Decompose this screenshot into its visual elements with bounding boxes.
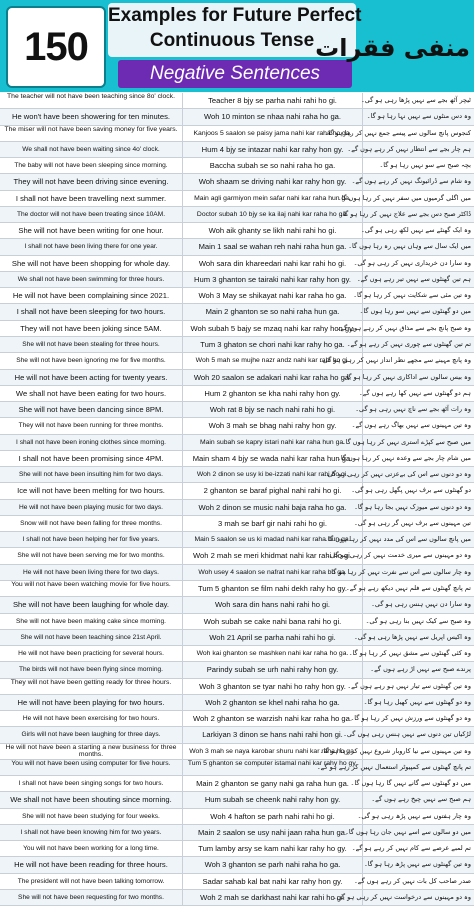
english-sentence: The president will not have been talking tomorrow. [0,874,183,889]
table-row [0,874,474,890]
urdu-sentence: ڈاکٹر صبح دس بجے سے علاج نہیں کر رہا ہو گا۔ [339,209,471,218]
table-row [0,467,474,483]
english-sentence: He will not have been playing music for two days. [0,500,183,515]
urdu-sentence: وہ دو گھنٹوں سے ورزش نہیں کر رہا ہو گا۔ [350,714,471,723]
urdu-sentence: تم پانچ گھنٹوں سے کمپیوٹر استعمال نہیں کر رہے ہو گے۔ [316,762,471,771]
urdu-sentence: صدر صاحب کل بات نہیں کر رہے ہوں گے۔ [353,876,471,885]
roman-urdu-sentence: Hum 2 ghanton se kha nahi rahy hon gy. [183,386,363,401]
count-badge-number: 150 [24,24,88,69]
table-row [0,142,474,158]
english-sentence: The miser will not have been saving money for five years. [0,126,183,141]
english-sentence: He won't have been showering for ten minutes. [0,109,183,124]
roman-urdu-sentence: Woh 5 mah se mujhe nazr andz nahi kar rahi ho gi. [183,353,363,368]
table-row [0,662,474,678]
urdu-sentence: دو گھنٹوں سے برف نہیں پگھل رہی ہو گی۔ [351,486,471,495]
english-sentence: We shall not have been shouting since morning. [0,792,183,807]
roman-urdu-sentence: Woh sara din hans nahi rahi ho gi. [183,597,363,612]
urdu-sentence: بچہ صبح سے سو نہیں رہا ہو گا۔ [379,161,471,170]
roman-urdu-sentence: Woh 21 April se parha nahi rahi ho gi. [183,630,363,645]
urdu-sentence: وہ تین گھنٹوں سے نہیں پڑھ رہا ہو گا۔ [363,860,471,869]
roman-urdu-sentence: Tum 3 ghaton se chori nahi kar rahy ho ga. [183,337,363,352]
english-sentence: We shall not have been swimming for three hours. [0,272,183,287]
english-sentence: She will not have been ignoring me for five months. [0,353,183,368]
table-row [0,239,474,255]
roman-urdu-sentence: Woh 3 May se shikayat nahi kar raha ho ga. [183,288,363,303]
table-row [0,646,474,662]
table-row [0,890,474,906]
urdu-sentence: تم لمبے عرصے سے کام نہیں کر رہے ہو گے۔ [351,844,471,853]
table-row [0,402,474,418]
title-line-2: Continuous Tense [149,30,315,51]
table-row [0,93,474,109]
urdu-sentence: وہ صبح پانچ بجے سے مذاق نہیں کر رہے ہوں گے۔ [336,323,471,332]
roman-urdu-sentence: Woh 20 saalon se adakari nahi kar raha ho ga. [183,370,363,385]
urdu-sentence: وہ تین مئی سے شکایت نہیں کر رہا ہو گا۔ [353,291,471,300]
roman-urdu-sentence: Woh 2 ghanton se khel nahi raha ho ga. [183,695,363,710]
urdu-sentence: وہ دو دنوں سے میوزک نہیں بجا رہا ہو گا۔ [354,502,471,511]
roman-urdu-sentence: Woh 2 mah se darkhast nahi kar rahi ho gi. [183,890,363,905]
roman-urdu-sentence: Hum 3 ghanton se tairaki nahi kar rahy hon gy. [183,272,363,287]
table-row [0,565,474,581]
urdu-sentence: وہ دو گھنٹوں سے نہیں کھیل رہا ہو گا۔ [363,697,471,706]
table-row [0,841,474,857]
roman-urdu-sentence: Woh 10 minton se nhaa nahi raha ho ga. [183,109,363,124]
english-sentence: She will not have been studying for four weeks. [0,809,183,824]
roman-urdu-sentence: 2 ghanton se baraf pighal nahi rahi ho gi. [183,483,363,498]
table-row [0,223,474,239]
english-sentence: He will not have been a starting a new business for three months. [0,744,183,759]
table-row [0,792,474,808]
urdu-sentence: وہ سارا دن نہیں ہنس رہی ہو گی۔ [371,600,471,609]
english-sentence: The doctor will not have been treating since 10AM. [0,207,183,222]
roman-urdu-sentence: Woh subah se cake nahi bana rahi ho gi. [183,614,363,629]
english-sentence: He will not have been practicing for several hours. [0,646,183,661]
roman-urdu-sentence: Woh 2 mah se meri khidmat nahi kar rahi ho gi. [183,548,363,563]
urdu-sentence: میں شام چار بجے سے وعدہ نہیں کر رہا ہوں گا۔ [337,453,471,462]
urdu-sentence: وہ چار ہفتوں سے نہیں پڑھ رہی ہو گی۔ [357,811,471,820]
roman-urdu-sentence: Woh 2 dinon se usy ki be-izzati nahi kar rahi ho gi. [183,467,363,482]
roman-urdu-sentence: Woh usey 4 saalon se nafrat nahi kar raha ho ga. [183,565,363,580]
english-sentence: You will not have been watching movie for five hours. [0,581,183,596]
table-row [0,548,474,564]
table-row [0,337,474,353]
english-sentence: He will not have been playing for two hours. [0,695,183,710]
english-sentence: You will not have been working for a long time. [0,841,183,856]
table-row [0,191,474,207]
roman-urdu-sentence: Tum 5 ghanton se computer istamal nahi kar rahy ho gy. [183,760,363,775]
english-sentence: I shall not have been ironing clothes since morning. [0,435,183,450]
english-sentence: She will not have been stealing for three hours. [0,337,183,352]
urdu-sentence: ہم دو گھنٹوں سے نہیں کھا رہے ہوں گے۔ [358,388,471,397]
table-row [0,630,474,646]
english-sentence: She will not have been teaching since 21st April. [0,630,183,645]
table-row [0,744,474,760]
english-sentence: She will not have been requesting for two months. [0,890,183,905]
urdu-sentence: پرندے صبح سے نہیں اڑ رہے ہوں گے۔ [370,665,471,674]
english-sentence: She will not have been making cake since morning. [0,614,183,629]
table-row [0,532,474,548]
urdu-sentence: وہ تین گھنٹوں سے تیار نہیں ہو رہے ہوں گے۔ [347,681,471,690]
roman-urdu-sentence: Woh 2 ghanton se warzish nahi kar raha ho ga. [183,711,363,726]
roman-urdu-sentence: Woh subah 5 bajy se mzaq nahi kar rahy hon gy. [183,321,363,336]
roman-urdu-sentence: Main 2 saalon se usy nahi jaan raha hun ga. [183,825,363,840]
table-row [0,386,474,402]
table-row [0,418,474,434]
english-sentence: He will not have been reading for three hours. [0,857,183,872]
english-sentence: Snow will not have been falling for three months. [0,516,183,531]
table-row [0,109,474,125]
roman-urdu-sentence: Hum subah se cheenk nahi rahy hon gy. [183,792,363,807]
urdu-sentence: میں اگلی گرمیوں میں سفر نہیں کر رہا ہوں گا۔ [337,193,471,202]
urdu-sentence: وہ دس منٹوں سے نہیں نہا رہا ہو گا۔ [366,112,471,121]
roman-urdu-sentence: Main subah se kapry istari nahi kar raha hun ga. [183,435,363,450]
roman-urdu-sentence: Woh 3 ghanton se parh nahi raha ho ga. [183,857,363,872]
table-row [0,581,474,597]
urdu-sentence: وہ کئی گھنٹوں سے مشق نہیں کر رہا ہو گا۔ [348,649,471,658]
table-row [0,516,474,532]
urdu-sentence: میں ایک سال سے وہاں نہیں رہ رہا ہوں گا۔ [348,242,471,251]
urdu-sentence: وہ چار سالوں سے اس سے نفرت نہیں کر رہا ہو گا۔ [327,567,471,576]
english-sentence: They will not have been getting ready for three hours. [0,679,183,694]
urdu-sentence: تین مہینوں سے برف نہیں گر رہی ہو گی۔ [353,518,471,527]
english-sentence: She will not have been shopping for whole day. [0,256,183,271]
roman-urdu-sentence: Woh kai ghanton se mashken nahi kar raha ho ga. [183,646,363,661]
roman-urdu-sentence: Doctor subah 10 bjy se ka ilaj nahi kar raha ho ga. [183,207,363,222]
english-sentence: I shall not have been helping her for five years. [0,532,183,547]
english-sentence: They will not have been joking since 5AM. [0,321,183,336]
table-row [0,679,474,695]
english-sentence: I shall not have been sleeping for two hours. [0,304,183,319]
roman-urdu-sentence: Woh 3 ghanton se tyar nahi ho rahy hon gy. [183,679,363,694]
roman-urdu-sentence: Sadar sahab kal bat nahi kar rahy hon gy. [183,874,363,889]
roman-urdu-sentence: Main agli garmiyon mein safar nahi kar raha hun ga. [183,191,363,206]
subtitle-banner: Negative Sentences [118,60,352,88]
table-row [0,207,474,223]
english-sentence: I shall not have been singing songs for two hours. [0,776,183,791]
urdu-sentence: وہ سارا دن خریداری نہیں کر رہی ہو گی۔ [353,258,471,267]
english-sentence: The baby will not have been sleeping since morning. [0,158,183,173]
english-sentence: She will not have been insulting him for two days. [0,467,183,482]
english-sentence: They will not have been running for three months. [0,418,183,433]
urdu-sentence: وہ صبح سے کیک نہیں بنا رہی ہو گی۔ [365,616,471,625]
roman-urdu-sentence: Woh rat 8 bjy se nach nahi rahi ho gi. [183,402,363,417]
urdu-sentence: میں دو سالوں سے اسے نہیں جان رہا ہوں گا۔ [345,827,471,836]
roman-urdu-sentence: Woh 2 dinon se music nahi baja raha ho ga. [183,500,363,515]
table-row [0,126,474,142]
english-sentence: Ice will not have been melting for two hours. [0,483,183,498]
table-row [0,370,474,386]
english-sentence: He will not have been living there for two days. [0,565,183,580]
urdu-sentence: وہ دو مہینوں سے میری خدمت نہیں کر رہی ہو گی۔ [326,551,471,560]
english-sentence: She will not have been serving me for two months. [0,548,183,563]
english-sentence: The teacher will not have been teaching since 8o' clock. [0,93,183,108]
roman-urdu-sentence: Teacher 8 bjy se parha nahi rahi ho gi. [183,93,363,108]
count-badge [6,6,106,88]
title-line-1: Examples for Future Perfect [108,5,362,26]
roman-urdu-sentence: Hum 4 bjy se intazar nahi kar rahy hon gy. [183,142,363,157]
table-row [0,825,474,841]
roman-urdu-sentence: Woh 3 mah se bhag nahi rahy hon gy. [183,418,363,433]
urdu-sentence: میں دو گھنٹوں سے گانے نہیں گا رہا ہوں گا۔ [350,779,471,788]
table-row [0,483,474,499]
english-sentence: I shall not have been travelling next summer. [0,191,183,206]
english-sentence: We shall not have been waiting since 4o' clock. [0,142,183,157]
table-row [0,711,474,727]
english-sentence: You will not have been using computer for five hours. [0,760,183,775]
table-row [0,158,474,174]
urdu-sentence: کنجوس پانچ سالوں سے پیسے جمع نہیں کر رہا ہو گا۔ [324,128,471,137]
urdu-sentence: ٹیچر آٹھ بجے سے نہیں پڑھا رہی ہو گی۔ [360,96,471,104]
english-sentence: She will not have been writing for one hour. [0,223,183,238]
table-row [0,809,474,825]
roman-urdu-sentence: Main sham 4 bjy se wada nahi kar raha hun ga. [183,451,363,466]
urdu-sentence: وہ تین مہینوں سے نہیں بھاگ رہے ہوں گے۔ [351,421,471,430]
table-row [0,500,474,516]
roman-urdu-sentence: Woh aik ghanty se likh nahi rahi ho gi. [183,223,363,238]
roman-urdu-sentence: Tum lamby arsy se kam nahi kar rahy ho gy. [183,841,363,856]
table-row [0,695,474,711]
table-row [0,288,474,304]
urdu-sentence: وہ ایک گھنٹے سے نہیں لکھ رہی ہو گی۔ [360,226,471,235]
english-sentence: He will not have been acting for twenty years. [0,370,183,385]
table-row [0,353,474,369]
roman-urdu-sentence: Baccha subah se so nahi raha ho ga. [183,158,363,173]
urdu-sentence: وہ دو مہینوں سے درخواست نہیں کر رہی ہو گی۔ [332,893,471,902]
table-row [0,451,474,467]
english-sentence: He will not have been exercising for two hours. [0,711,183,726]
roman-urdu-sentence: Woh shaam se driving nahi kar rahy hon gy. [183,174,363,189]
urdu-sentence: وہ پانچ مہینے سے مجھے نظر انداز نہیں کر رہی ہو گی۔ [319,356,471,365]
urdu-sentence: تم تین گھنٹوں سے چوری نہیں کر رہے ہو گے۔ [346,339,471,348]
urdu-title: منفی فقرات [315,34,470,62]
english-sentence: She will not have been dancing since 8PM. [0,402,183,417]
table-row [0,174,474,190]
english-sentence: We shall not have been eating for two hours. [0,386,183,401]
urdu-sentence: ہم تین گھنٹوں سے نہیں تیر رہے ہوں گے۔ [356,274,471,283]
roman-urdu-sentence: Kanjoos 5 saalon se paisy jama nahi kar raha ho ga. [183,126,363,141]
urdu-sentence: تم پانچ گھنٹوں سے فلم نہیں دیکھ رہے ہو گے۔ [345,583,471,592]
header-banner [0,0,474,92]
table-row [0,760,474,776]
roman-urdu-sentence: Main 1 saal se wahan reh nahi raha hun ga. [183,239,363,254]
english-sentence: The birds will not have been flying since morning. [0,662,183,677]
table-row [0,272,474,288]
english-sentence: I shall not have been knowing him for two years. [0,825,183,840]
table-row [0,435,474,451]
urdu-sentence: وہ اکیس اپریل سے نہیں پڑھا رہی ہو گی۔ [354,632,471,641]
urdu-sentence: میں دو گھنٹوں سے نہیں سو رہا ہوں گا۔ [359,307,471,316]
urdu-sentence: میں پانچ سالوں سے اس کی مدد نہیں کر رہا ہوں گا۔ [324,535,471,544]
table-row [0,614,474,630]
urdu-sentence: ہم چار بجے سے انتظار نہیں کر رہے ہوں گے۔ [347,144,471,153]
urdu-sentence: میں صبح سے کپڑے استری نہیں کر رہا ہوں گا۔ [341,437,471,446]
english-sentence: I shall not have been promising since 4PM. [0,451,183,466]
roman-urdu-sentence: Woh sara din khareedari nahi kar rahi ho gi. [183,256,363,271]
urdu-sentence: وہ دو دنوں سے اس کی بےعزتی نہیں کر رہی ہو گی۔ [323,470,471,479]
urdu-sentence: لڑکیاں تین دنوں سے نہیں ہنس رہی ہوں گی۔ [343,730,471,739]
roman-urdu-sentence: Main 2 ghanton se gany nahi ga raha hun ga. [183,776,363,791]
urdu-sentence: وہ شام سے ڈرائیونگ نہیں کر رہے ہوں گے۔ [351,177,471,186]
table-row [0,597,474,613]
english-sentence: She will not have been laughing for whole day. [0,597,183,612]
english-sentence: He will not have been complaining since 2021. [0,288,183,303]
roman-urdu-sentence: Main 5 saalon se us ki madad nahi kar raha hun ga. [183,532,363,547]
roman-urdu-sentence: Tum 5 ghanton se film nahi dekh rahy ho gy. [183,581,363,596]
english-sentence: I shall not have been living there for one year. [0,239,183,254]
english-sentence: They will not have been driving since evening. [0,174,183,189]
roman-urdu-sentence: Main 2 ghanton se so nahi raha hun ga. [183,304,363,319]
table-row [0,776,474,792]
urdu-sentence: ہم صبح سے نہیں چیخ رہے ہوں گے۔ [371,795,471,804]
urdu-sentence: وہ تین مہینوں سے نیا کاروبار شروع نہیں کر رہا ہو گا۔ [319,746,471,755]
table-row [0,304,474,320]
table-row [0,857,474,873]
table-row [0,321,474,337]
table-row [0,256,474,272]
roman-urdu-sentence: Larkiyan 3 dinon se hans nahi rahi hon gi. [183,727,363,742]
english-sentence: Girls will not have been laughing for three days. [0,727,183,742]
roman-urdu-sentence: Woh 3 mah se naya karobar shuru nahi kar raha ho ga. [183,744,363,759]
urdu-sentence: وہ رات آٹھ بجے سے ناچ نہیں رہی ہو گی۔ [355,405,471,414]
urdu-sentence: وہ بیس سالوں سے اداکاری نہیں کر رہا ہو گا۔ [342,372,471,381]
sentence-table [0,93,474,906]
roman-urdu-sentence: Woh 4 hafton se parh nahi rahi ho gi. [183,809,363,824]
roman-urdu-sentence: Parindy subah se urh nahi rahy hon gy. [183,662,363,677]
table-row [0,727,474,743]
roman-urdu-sentence: 3 mah se barf gir nahi rahi ho gi. [183,516,363,531]
